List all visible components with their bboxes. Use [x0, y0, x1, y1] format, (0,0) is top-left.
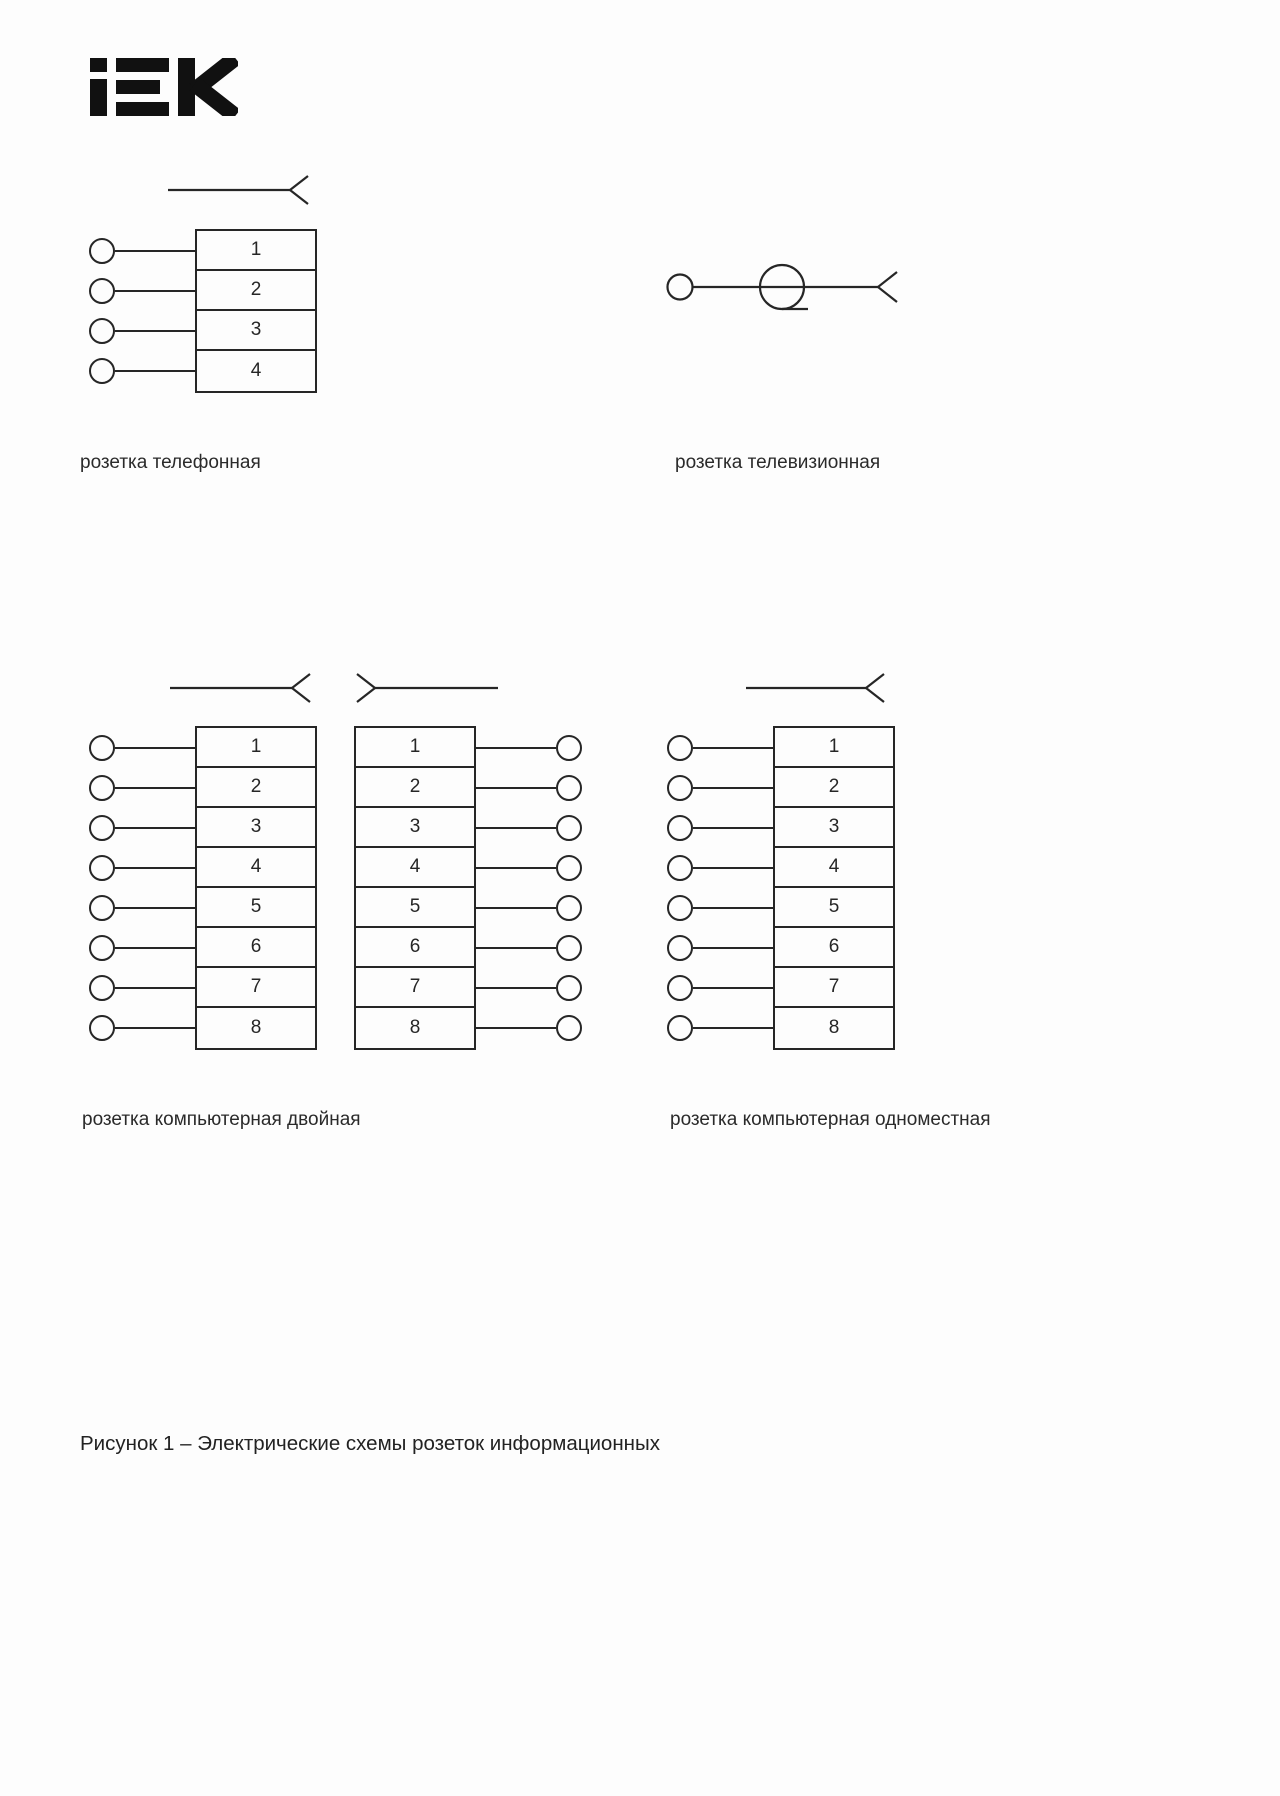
computer-single-label: розетка компьютерная одноместная — [670, 1109, 991, 1130]
wire-line — [476, 987, 556, 989]
terminal-row — [667, 1008, 773, 1048]
pin-cell: 6 — [197, 928, 315, 968]
pin-cell: 7 — [197, 968, 315, 1008]
computer-double-left-antenna-icon — [170, 670, 312, 706]
pin-cell: 2 — [775, 768, 893, 808]
terminal-circle-icon — [667, 895, 693, 921]
terminal-circle-icon — [89, 935, 115, 961]
computer-double-label: розетка компьютерная двойная — [82, 1109, 361, 1130]
terminal-row — [89, 808, 195, 848]
terminal-circle-icon — [89, 975, 115, 1001]
terminal-circle-icon — [667, 815, 693, 841]
pin-cell: 8 — [409, 1017, 421, 1038]
pin-cell: 4 — [775, 848, 893, 888]
pin-cell: 4 — [250, 360, 262, 381]
wire-line — [693, 1027, 773, 1029]
wire-line — [115, 787, 195, 789]
pin-cell: 5 — [356, 888, 474, 928]
wire-line — [115, 290, 195, 292]
terminal-column — [89, 231, 195, 391]
wire-line — [476, 787, 556, 789]
wire-line — [693, 987, 773, 989]
pin-cell: 5 — [197, 888, 315, 928]
wire-line — [115, 1027, 195, 1029]
terminal-circle-icon — [667, 935, 693, 961]
terminal-row — [89, 928, 195, 968]
terminal-circle-icon — [89, 358, 115, 384]
pin-box — [773, 726, 895, 1050]
terminal-circle-icon — [556, 735, 582, 761]
pin-cell: 3 — [197, 808, 315, 848]
wire-line — [115, 987, 195, 989]
terminal-row — [89, 311, 195, 351]
terminal-circle-icon — [667, 775, 693, 801]
terminal-circle-icon — [89, 318, 115, 344]
phone-socket-label: розетка телефонная — [80, 452, 261, 473]
computer-double-right-antenna-icon — [355, 670, 500, 706]
pin-cell: 3 — [356, 808, 474, 848]
terminal-row — [667, 928, 773, 968]
pin-cell: 3 — [775, 808, 893, 848]
tv-socket-label: розетка телевизионная — [675, 452, 881, 473]
terminal-row — [89, 768, 195, 808]
wire-line — [693, 747, 773, 749]
computer-double-right-block — [354, 726, 582, 1050]
terminal-row — [667, 848, 773, 888]
terminal-row — [667, 968, 773, 1008]
terminal-column — [667, 728, 773, 1048]
terminal-row — [476, 728, 582, 768]
pin-cell: 1 — [775, 728, 893, 768]
pin-cell: 4 — [197, 848, 315, 888]
terminal-row — [667, 728, 773, 768]
pin-cell: 5 — [775, 888, 893, 928]
terminal-row — [476, 888, 582, 928]
terminal-circle-icon — [89, 278, 115, 304]
wire-line — [476, 747, 556, 749]
terminal-row — [476, 768, 582, 808]
terminal-row — [89, 1008, 195, 1048]
terminal-circle-icon — [556, 895, 582, 921]
pin-cell: 4 — [356, 848, 474, 888]
wire-line — [115, 370, 195, 372]
wire-line — [115, 747, 195, 749]
pin-cell: 7 — [356, 968, 474, 1008]
computer-double-left-block — [89, 726, 317, 1050]
terminal-column — [89, 728, 195, 1048]
terminal-circle-icon — [667, 975, 693, 1001]
terminal-circle-icon — [89, 855, 115, 881]
pin-cell: 2 — [356, 768, 474, 808]
figure-caption: Рисунок 1 – Электрические схемы розеток информационных — [80, 1432, 660, 1455]
computer-single-block — [667, 726, 895, 1050]
pin-cell: 6 — [775, 928, 893, 968]
terminal-row — [89, 848, 195, 888]
terminal-circle-icon — [556, 1015, 582, 1041]
terminal-row — [89, 231, 195, 271]
tv-terminal-circle-icon — [668, 275, 693, 300]
terminal-row — [667, 808, 773, 848]
wire-line — [476, 947, 556, 949]
terminal-circle-icon — [667, 1015, 693, 1041]
wire-line — [115, 330, 195, 332]
terminal-circle-icon — [667, 855, 693, 881]
wire-line — [115, 827, 195, 829]
wire-line — [693, 827, 773, 829]
tv-socket-symbol — [665, 256, 905, 318]
wire-line — [115, 867, 195, 869]
terminal-row — [89, 728, 195, 768]
pin-cell: 1 — [197, 231, 315, 271]
terminal-circle-icon — [89, 815, 115, 841]
terminal-column — [476, 728, 582, 1048]
pin-cell: 1 — [197, 728, 315, 768]
terminal-circle-icon — [89, 775, 115, 801]
wire-line — [693, 867, 773, 869]
terminal-circle-icon — [556, 935, 582, 961]
wire-line — [693, 907, 773, 909]
pin-cell: 6 — [356, 928, 474, 968]
wire-line — [476, 907, 556, 909]
terminal-row — [476, 808, 582, 848]
terminal-row — [89, 968, 195, 1008]
terminal-circle-icon — [89, 735, 115, 761]
pin-cell: 1 — [356, 728, 474, 768]
terminal-row — [476, 1008, 582, 1048]
wire-line — [693, 787, 773, 789]
wire-line — [115, 947, 195, 949]
terminal-row — [89, 271, 195, 311]
terminal-circle-icon — [89, 238, 115, 264]
iek-logo-icon — [90, 58, 238, 116]
wire-line — [115, 907, 195, 909]
terminal-circle-icon — [556, 775, 582, 801]
terminal-circle-icon — [556, 975, 582, 1001]
iek-logo — [90, 58, 238, 116]
wire-line — [115, 250, 195, 252]
pin-box — [354, 726, 476, 1050]
wire-line — [476, 867, 556, 869]
phone-socket-diagram — [89, 229, 317, 393]
pin-box — [195, 726, 317, 1050]
wire-line — [476, 827, 556, 829]
terminal-row — [667, 768, 773, 808]
wire-line — [476, 1027, 556, 1029]
pin-cell: 7 — [775, 968, 893, 1008]
phone-antenna-icon — [168, 172, 310, 208]
tv-plug-arrow-icon — [878, 272, 897, 302]
computer-single-antenna-icon — [746, 670, 888, 706]
terminal-circle-icon — [556, 855, 582, 881]
terminal-row — [476, 928, 582, 968]
terminal-row — [476, 848, 582, 888]
pin-cell: 3 — [197, 311, 315, 351]
terminal-circle-icon — [556, 815, 582, 841]
terminal-circle-icon — [89, 1015, 115, 1041]
pin-cell: 2 — [197, 768, 315, 808]
pin-box — [195, 229, 317, 393]
pin-cell: 8 — [250, 1017, 262, 1038]
pin-cell: 8 — [828, 1017, 840, 1038]
wire-line — [693, 947, 773, 949]
terminal-row — [89, 888, 195, 928]
terminal-row — [89, 351, 195, 391]
terminal-row — [476, 968, 582, 1008]
pin-cell: 2 — [197, 271, 315, 311]
terminal-row — [667, 888, 773, 928]
terminal-circle-icon — [89, 895, 115, 921]
terminal-circle-icon — [667, 735, 693, 761]
